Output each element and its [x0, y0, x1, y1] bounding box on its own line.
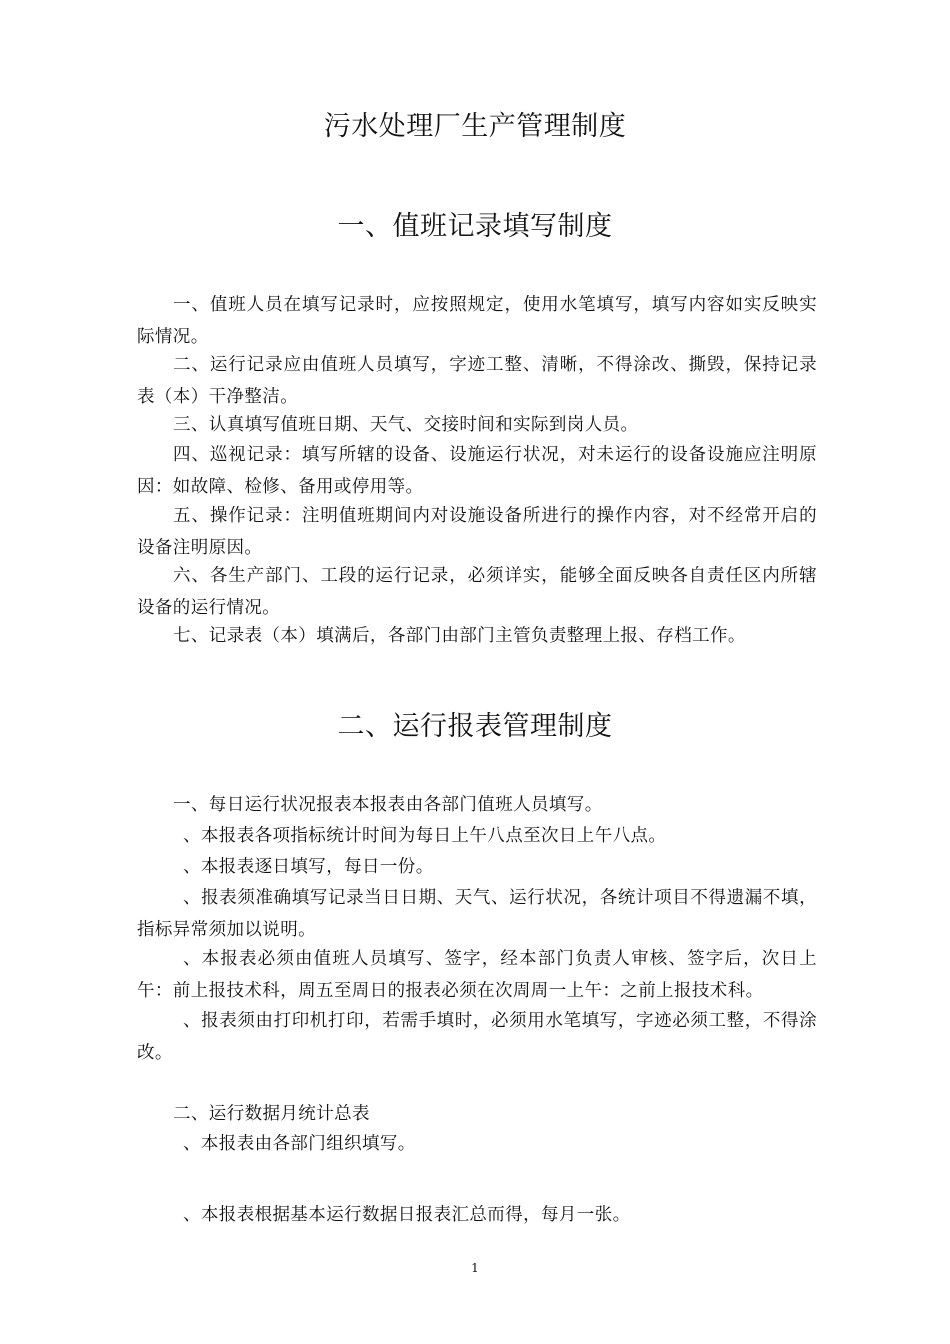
page-number: 1 [471, 1261, 479, 1275]
monthly-summary-heading: 二、运行数据月统计总表 [173, 1104, 370, 1124]
duty-rule-6: 六、各生产部门、工段的运行记录，必须详实，能够全面反映各自责任区内所辖设备的运行情况。 [137, 566, 817, 618]
report-rule-1: 一、每日运行状况报表本报表由各部门值班人员填写。 [173, 795, 603, 815]
report-rule-6: 、报表须由打印机打印，若需手填时，必须用水笔填写，字迹必须工整，不得涂改。 [137, 1011, 817, 1063]
report-rule-2: 、本报表各项指标统计时间为每日上午八点至次日上午八点。 [183, 826, 667, 846]
report-rule-5: 、本报表必须由值班人员填写、签字，经本部门负责人审核、签字后，次日上午：前上报技术科，周五至周日的报表必须在次周周一上午：之前上报技术科。 [137, 949, 817, 1001]
duty-rule-4: 四、巡视记录：填写所辖的设备、设施运行状况，对未运行的设备设施应注明原因：如故障、检修、备用或停用等。 [137, 445, 817, 497]
section-heading-duty-record: 一、值班记录填写制度 [337, 211, 613, 242]
monthly-rule-1: 、本报表由各部门组织填写。 [183, 1134, 416, 1154]
duty-rule-3: 三、认真填写值班日期、天气、交接时间和实际到岗人员。 [173, 415, 639, 435]
duty-rule-5: 五、操作记录：注明值班期间内对设施设备所进行的操作内容，对不经常开启的设备注明原因。 [137, 506, 817, 558]
monthly-rule-2: 、本报表根据基本运行数据日报表汇总而得，每月一张。 [183, 1205, 631, 1225]
duty-rule-2: 二、运行记录应由值班人员填写，字迹工整、清晰，不得涂改、撕毁，保持记录表（本）干净整洁。 [137, 355, 817, 407]
document-title: 污水处理厂生产管理制度 [323, 111, 627, 142]
report-rule-4: 、报表须准确填写记录当日日期、天气、运行状况，各统计项目不得遗漏不填，指标异常须加以说明。 [137, 888, 817, 940]
duty-rule-7: 七、记录表（本）填满后，各部门由部门主管负责整理上报、存档工作。 [173, 626, 746, 646]
section-heading-report-management: 二、运行报表管理制度 [337, 711, 613, 742]
duty-rule-1: 一、值班人员在填写记录时，应按照规定，使用水笔填写，填写内容如实反映实际情况。 [137, 295, 817, 347]
report-rule-3: 、本报表逐日填写，每日一份。 [183, 857, 434, 877]
